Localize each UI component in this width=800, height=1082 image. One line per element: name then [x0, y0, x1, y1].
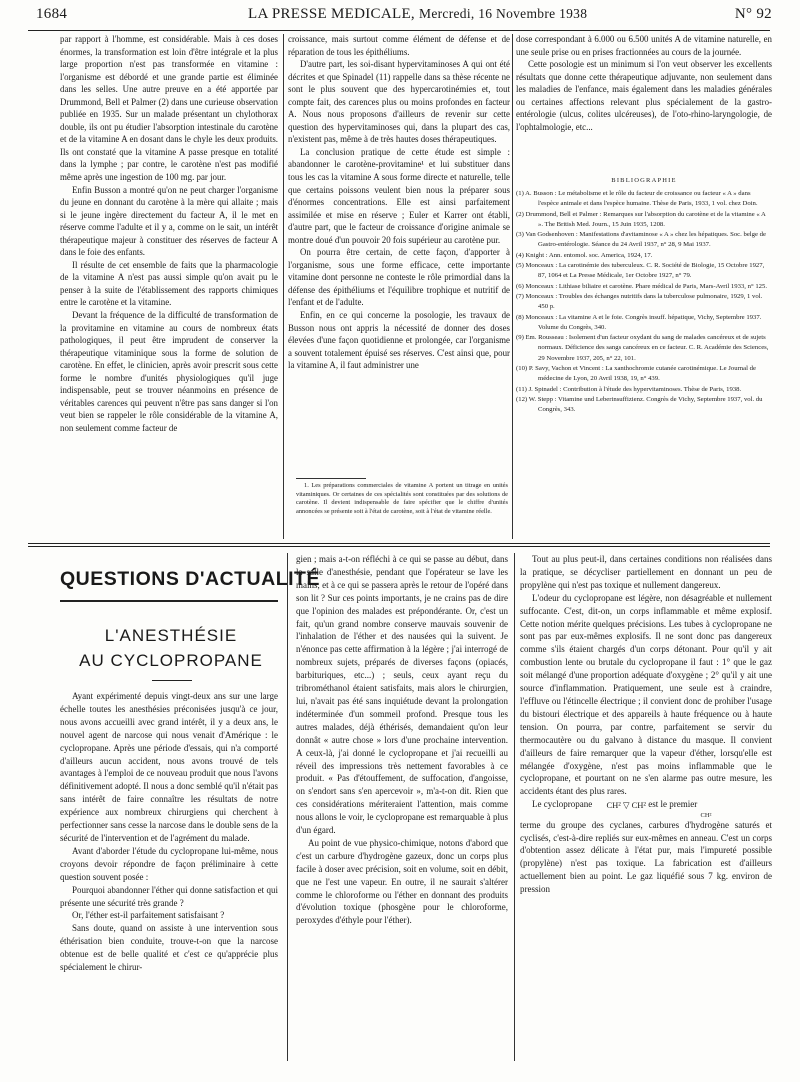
column-divider: [512, 34, 513, 539]
paragraph: Il résulte de cet ensemble de faits que la pharmacologie de la vitamine A n'est pas aussi simple qu'on avait pu le penser à la suite de l'établissement des rapports chimiques entre le carotène et la vitamine.: [60, 259, 278, 308]
paragraph: Ayant expérimenté depuis vingt-deux ans sur une large échelle toutes les anesthésies préconisées jusqu'à ce jour, nous avons accueilli avec grand intérêt, il y a deux ans, le nouvel agent de narcose qui nous venait d'Amérique : le cyclopropane. Après une période d'essais, qui n'a comporté d'ailleurs aucun accident, nous avons trouvé de tels avantages à l'emploi de ce nouveau produit que nous l'avons définitivement adopté. Il nous a donc semblé qu'il n'était pas sans intérêt de faire connaître les résultats de notre expérience aux nombreux chirurgiens qui cherchent à perfectionner sans cesse la narcose dans le double sens de la sécurité de l'intervention et de l'agrément du malade.: [60, 691, 278, 843]
bibliography-entry: (3) Van Godsenhoven : Manifestations d'avitaminose « A » chez les hépatiques. Soc. belge de Gastro-entérologie. Séance du 24 Avril 1937, n° 28, 9 Mai 1937.: [516, 231, 766, 249]
bibliography-list: [516, 189, 772, 416]
paragraph: dose correspondant à 6.000 ou 6.500 unités A de vitamine naturelle, en une seule prise ou en prises fractionnées au cours de la journée.: [516, 34, 772, 57]
title-rule: [152, 680, 192, 681]
section-divider: [28, 543, 770, 547]
formula-tail: est le premier: [648, 799, 698, 810]
paragraph: Sans doute, quand on assiste à une intervention sous éthérisation bien conduite, trouve-t-on que la narcose obtenue est de belle qualité et c'est ce qu'apprécie plus spécialement le chirur-: [60, 923, 278, 973]
journal-name: LA PRESSE MEDICALE,: [248, 6, 415, 22]
bibliography-entry: (2) Drummond, Bell et Palmer : Remarques sur l'absorption du carotène et de la vitamine « A ». The British Med. Journ., 15 Juin 1935, 1208.: [516, 210, 766, 228]
bibliography-entry: (6) Monceaux : Lithiase biliaire et carotène. Phare médical de Paris, Mars-Avril 1933, n° 125.: [516, 282, 768, 290]
column-divider: [287, 553, 288, 1061]
article-title-line: L'ANESTHÉSIE: [104, 626, 238, 645]
footnote-rule: [296, 478, 366, 479]
paragraph: Enfin, en ce qui concerne la posologie, les travaux de Busson nous ont appris la nécessité de donner des doses élevées d'une façon quotidienne et prolongée, car l'organisme a souvent totalement épuisé ses réserves. C'est ainsi que, pour la vitamine A, il faut administrer une: [288, 310, 510, 371]
issue-date: Mercredi, 16 Novembre 1938: [419, 6, 588, 21]
paragraph: Or, l'éther est-il parfaitement satisfaisant ?: [72, 910, 225, 921]
rubric-heading: QUESTIONS D'ACTUALITÉ: [60, 568, 320, 590]
paragraph: Avant d'aborder l'étude du cyclopropane lui-même, nous croyons devoir répondre de façon préliminaire à cette question souvent posée :: [60, 845, 278, 882]
journal-title: [248, 6, 587, 23]
paragraph: Cette posologie est un minimum si l'on veut observer les excellents résultats que donne cette thérapeutique adjuvante, non seulement dans les maladies de l'enfance, mais également dans les maladies générales ou certaines affections relevant plus spécialement de la gastro-entérologie (ulcus, colites ulcéreuses), de l'oto-rhino-laryngologie, de l'ophtalmologie, etc...: [516, 59, 772, 132]
bibliography-entry: (11) J. Spinadel : Contribution à l'étude des hypervitaminoses. Thèse de Paris, 1938.: [516, 385, 742, 393]
bibliography-entry: (5) Monceaux : La carotinémie des tuberculeux. C. R. Société de Biologie, 15 Octobre 1927, 87, 1064 et La Presse Médicale, 1er Octobre 1927, n° 79.: [516, 262, 765, 280]
bibliography-entry: (7) Monceaux : Troubles des échanges nutritifs dans la tuberculose pulmonaire, 1929, 1 vol. 450 p.: [516, 292, 763, 311]
running-head: [20, 6, 780, 28]
formula-lead: Le cyclopropane: [532, 799, 593, 810]
bibliography-heading: BIBLIOGRAPHIE: [611, 177, 677, 184]
column-divider: [283, 34, 284, 539]
footnote: [296, 482, 508, 516]
article-title: [60, 623, 282, 673]
top-column-1: [60, 33, 278, 435]
paragraph: La conclusion pratique de cette étude est simple : abandonner le carotène-provitamine¹ et lui substituer dans tous les cas la vitamine A sous forme directe et naturelle, telle que certains poissons veulent bien nous la préparer sous d'énormes concentrations. Elle est ainsi parfaitement assimilée et mise en réserve ; Euler et Karrer ont établi, d'autre part, que le facteur de croissance d'origine animale se montre doué d'un pouvoir 20 fois supérieur au carotène pur.: [288, 146, 510, 245]
header-rule: [28, 30, 770, 31]
top-column-2: [288, 33, 510, 372]
formula-paragraph: [520, 798, 772, 811]
bibliography-entry: (10) P. Savy, Vachon et Vincent : La xanthochromie cutanée carotinémique. Le Journal de médecine de Lyon, 20 Avril 1938, 19, n° 439.: [516, 365, 756, 383]
paragraph: On pourra être certain, de cette façon, d'apporter à l'organisme, sous une forme efficace, cette importante vitamine dont personne ne conteste le rôle primordial dans la défense des épithéliums et l'équilibre trophique et nutritif de l'enfant et de l'adulte.: [288, 247, 510, 308]
article-column-1: [60, 690, 278, 974]
cyclopropane-formula: CH² ▽ CH²: [606, 799, 646, 810]
article-title-line: AU CYCLOPROPANE: [79, 651, 263, 670]
rubric-underline: [60, 600, 278, 602]
paragraph: croissance, mais surtout comme élément de défense et de réparation de tous les épithéliums.: [288, 34, 510, 57]
paragraph: Pourquoi abandonner l'éther qui donne satisfaction et qui présente une sécurité très grande ?: [60, 884, 278, 908]
bibliography-entry: (12) W. Stepp : Vitamine und Leberinsuffizienz. Congrès de Vichy, Septembre 1937, vol. du Congrès, 343.: [516, 395, 763, 414]
paragraph: gien ; mais a-t-on réfléchi à ce qui se passe au début, dans la salle d'anesthésie, pendant que l'opérateur se lave les mains, et à ce qui se passera après le retour de l'opéré dans son lit ? Sur ces points importants, je ne crains pas de dire que l'opinion des malades est prépondérante. Or, c'est un fait, qu'un grand nombre conserve mauvais souvenir de l'inhalation de l'éther et des nausées qui la suivent. Je n'énonce pas cette affirmation à la légère ; j'ai interrogé de nombreux sujets, préparés de diverses façons (opiacés, barbituriques, etc...) ; seuls, ceux ayant reçu du tribrométhanol étaient satisfaits, mais alors le chirurgien, lui, n'avait pas été sans inquiétude devant la prolongation indéterminée d'un sommeil profond. Presque tous les autres malades, déjà éthérisés, demandaient qu'on leur donnât « autre chose » lors d'une prochaine intervention. A ceux-là, j'ai donné le cyclopropane et j'ai recueilli au réveil des impressions très nettement favorables à ce produit. « Pas d'étouffement, de suffocation, d'angoisse, on s'endort sans s'en apercevoir », m'a-t-on dit. Rien que ces considérations mériteraient l'attention, mais comme nous allons le voir, le cyclopropane est remarquable à plus d'un égard.: [296, 554, 508, 836]
paragraph: Au point de vue physico-chimique, notons d'abord que c'est un carbure d'hydrogène gazeux, donc un corps plus facile à doser avec précision, soit en volume, soit en débit, que ne l'est une vapeur. En outre, il ne saurait s'altérer comme le chloroforme ou l'éther en donnant des produits d'évolution toxique (phosgène pour le chloroforme, peroxydes d'éthyle pour l'éther).: [296, 837, 508, 926]
bibliography-entry: (1) A. Busson : Le métabolisme et le rôle du facteur de croissance ou facteur « A » dans l'espèce animale et dans l'espèce humaine. Thèse de Paris, 1933, 1 vol. chez Doin.: [516, 190, 758, 208]
bibliography-entry: (9) Em. Rousseau : Isolement d'un facteur oxydant du sang de malades cancéreux et de sujets normaux. Déficience des sangs cancéreux en ce facteur. C. R. Académie des Sciences, 29 Novembre 1937, 205, n° 22, 101.: [516, 334, 769, 362]
paragraph: par rapport à l'homme, est considérable. Mais à ces doses énormes, la transformation est loin d'être intégrale et la plus large proportion n'est pas transformée en vitamine : l'organisme est débordé et une grande partie est éliminée dans les selles. Une autre preuve en a été apportée par Drummond, Bell et Palmer (2) dans une curieuse observation publiée en 1935. Sur un malade présentant un chylothorax double, ils ont pu étudier l'absorption intestinale du carotène et de la vitamine A en dosant dans le chyle les deux produits. Ils ont constaté que la vitamine A passe presque en totalité dans la lymphe ; par contre, le carotène n'est pas modifié même après une ingestion de 100 mg. par jour.: [60, 34, 278, 183]
article-column-2: [296, 553, 508, 927]
article-column-3: [520, 553, 772, 896]
paragraph: L'odeur du cyclopropane est légère, non désagréable et nullement suffocante. C'est, dit-on, un corps inflammable et même explosif. Cette notion mérite quelques précisions. Les tubes à cyclopropane ne sont pas par eux-mêmes explosifs. Il ne sont donc pas dangereux comme s'ils étaient chargés d'un corps détonant. Pour qu'il y ait combustion lente ou brutale du cyclopropane il faut : 1° que le gaz soit mélangé d'une proportion adéquate d'oxygène ; 2° qu'il y ait une source d'inflammation. Pratiquement, une seule est à craindre, l'effluve ou l'étincelle électrique ; il convient donc de prohiber l'usage du bistouri électrique et des appareils à haute fréquence ou à haute tension. On pourra, par contre, parfaitement se servir du thermocautère ou du galvano à distance du masque. Il convient d'ailleurs de faire remarquer que la vapeur d'éther, lorsqu'elle est mélangée d'oxygène, n'est pas moins inflammable que le cyclopropane, et pourtant on ne s'en alarme pas outre mesure, les accidents étant des plus rares.: [520, 592, 772, 797]
paragraph: D'autre part, les soi-disant hypervitaminoses A qui ont été décrites et que Spinadel (11) rappelle dans sa thèse récente ne sont le plus souvent que des hypercarotinémies et, tout compte fait, des carences plus ou moins profondes en facteur A. Nous nous proposons d'ailleurs de revenir sur cette question des hypervitaminoses qui, dans la plupart des cas, n'existent pas, même à de très hautes doses thérapeutiques.: [288, 59, 510, 145]
column-divider: [514, 553, 515, 1061]
page-number: 1684: [36, 6, 68, 22]
issue-number: N° 92: [734, 6, 772, 22]
bibliography-entry: (8) Monceaux : La vitamine A et le foie. Congrès insuff. hépatique, Vichy, Septembre 1937. Volume du Congrès, 340.: [516, 313, 762, 331]
paragraph: Devant la fréquence de la difficulté de transformation de la provitamine en vitamine au cours de nombreux états pathologiques, il peut être imprudent de conserver la thérapeutique vitaminique sous la forme de solution de carotène. En effet, le clinicien, après avoir prescrit sous cette forme le nombre d'unités physiologiques qu'il juge indispensable, peut se trouver néanmoins en présence de véritables carences qui peuvent n'être pas sans danger si l'on veut bien se rappeler le rôle considérable de la vitamine A, non seulement comme facteur de: [60, 310, 278, 433]
paragraph: Tout au plus peut-il, dans certaines conditions non réalisées dans la pratique, se décycliser partiellement en donnant un peu de propylène qui n'est pas toxique et nullement dangereux.: [520, 554, 772, 590]
footnote-text: 1. Les préparations commerciales de vitamine A portent un titrage en unités vitaminiques. Or certaines de ces spécialités sont constituées par des solutions de carotène. Il devient indispensable de faire spécifier que le chiffre d'unités annoncées se présente soit à l'état de carotène, soit à l'état de vitamine réelle.: [296, 482, 508, 515]
paragraph: Enfin Busson a montré qu'on ne peut charger l'organisme du jeune en donnant du carotène à la mère qui allaite ; mais si le jeune ingère directement du facteur A, il le met en réserve comme l'adulte et il y a, comme on le sait, un intérêt thérapeutique majeur à constituer des réserves de facteur A dans le foie des enfants.: [60, 184, 278, 258]
formula-subscript: CH²: [700, 811, 712, 819]
top-column-3: [516, 33, 772, 133]
paragraph: terme du groupe des cyclanes, carbures d'hydrogène saturés et cyclisés, c'est-à-dire repliés sur eux-mêmes en anneau. C'est un corps d'obtention assez délicate à l'état pur, mais l'impureté possible (propylène) n'est pas toxique. La fabrication est d'ailleurs actuellement bien au point. Le gaz liquéfié sous 7 kg. environ de pression: [520, 819, 772, 895]
bibliography-entry: (4) Knight : Ann. entomol. soc. America, 1924, 17.: [516, 251, 653, 259]
